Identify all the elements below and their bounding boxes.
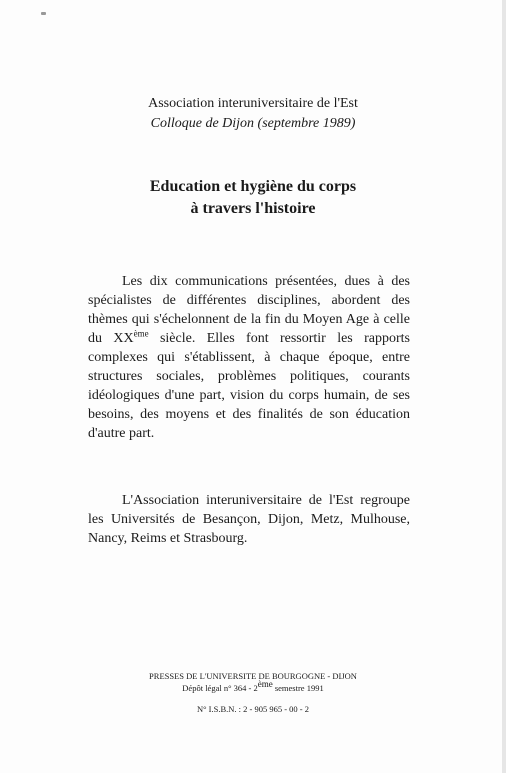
colloque-subtitle: Colloque de Dijon (septembre 1989): [150, 116, 356, 131]
title-line-1: Education et hygiène du corps: [149, 178, 357, 195]
isbn-line: N° I.S.B.N. : 2 - 905 965 - 00 - 2: [196, 704, 309, 714]
legal-deposit-superscript: ème: [257, 679, 273, 690]
page-title: [0, 176, 506, 220]
summary-text-part2: siècle. Elles font ressortir les rapports complexes qui s'établissent, à chaque époque, entre structures sociales, problèmes politiques, courants idéologiques d'une part, vision du corps humain, de ses besoins, des moyens et des finalités de son éducation d'autre part.: [88, 331, 410, 441]
association-paragraph: L'Association interuniversitaire de l'Est regroupe les Universités de Besançon, Dijon, Metz, Mulhouse, Nancy, Reims et Strasbourg.: [88, 493, 410, 546]
scan-mark: [41, 12, 46, 15]
legal-deposit-part1: Dépôt légal n° 364 - 2: [182, 683, 258, 693]
publisher-name: PRESSES DE L'UNIVERSITE DE BOURGOGNE - DIJON: [149, 671, 357, 681]
title-line-2: à travers l'histoire: [190, 200, 316, 217]
summary-paragraph: [88, 272, 410, 443]
legal-deposit: [0, 679, 506, 694]
association-name: Association interuniversitaire de l'Est: [148, 96, 358, 111]
summary-superscript: ème: [133, 328, 149, 339]
legal-deposit-part2: semestre 1991: [272, 683, 324, 693]
summary-text-part1: Les dix communications présentées, dues à des spécialistes de différentes disciplines, abordent des thèmes qui s'échelonnent de la fin du Moyen Age à celle du XX: [88, 274, 410, 346]
publisher-footer: [0, 670, 506, 694]
header: [0, 94, 506, 134]
